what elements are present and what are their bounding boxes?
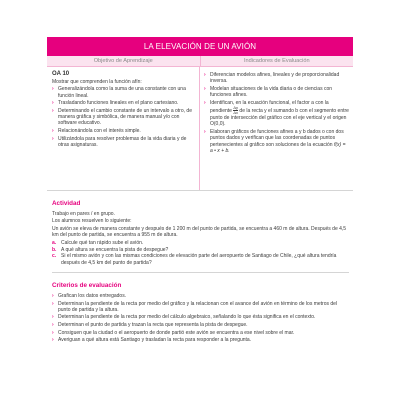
list-item: › Relacionándola con el interés simple. <box>52 128 195 134</box>
list-item: › Generalizándola como la suma de una constante con una función lineal. <box>52 86 195 99</box>
section-divider <box>52 272 349 273</box>
objective-cell <box>47 67 200 190</box>
criteria-section <box>47 282 353 344</box>
activity-paragraph: Los alumnos resuelven lo siguiente: <box>52 218 132 225</box>
criteria-title: Criterios de evaluación <box>52 281 122 289</box>
list-item: › Determinan la pendiente de la recta por medio del cálculo algebraico, señalando lo que ésta significa en el contexto. <box>52 314 349 320</box>
page-title: LA ELEVACIÓN DE UN AVIÓN <box>47 37 353 56</box>
indicators-list <box>204 72 349 154</box>
activity-title: Actividad <box>52 200 81 207</box>
objective-list <box>52 86 195 148</box>
equation: f(x) = a • x + b. <box>210 141 346 154</box>
question-letter: b. <box>52 246 57 253</box>
list-item: › Modelan situaciones de la vida diaria o de ciencias con funciones afines. <box>204 86 349 99</box>
activity-section <box>47 200 353 273</box>
list-item: › Trasladando funciones lineales en el plano cartesiano. <box>52 100 195 106</box>
question-text: Calcule qué tan rápido sube el avión. <box>61 239 144 246</box>
list-item: › Diferencian modelos afines, lineales y de proporcionalidad inversa. <box>204 72 349 85</box>
list-item <box>204 129 349 154</box>
column-header-objective: Objetivo de Aprendizaje <box>47 56 201 66</box>
objective-intro: Mostrar que comprenden la función afín: <box>52 79 142 85</box>
criteria-list <box>52 293 349 344</box>
list-item: › Grafican los datos entregados. <box>52 293 349 299</box>
list-item: › Utilizándola para resolver problemas de la vida diaria y de otras asignaturas. <box>52 136 195 149</box>
fraction-numerator: Δy <box>233 105 239 111</box>
list-item: › Averiguan a qué altura está Santiago y trasladan la recta para responder a la pregunta. <box>52 337 349 343</box>
indicator-text: de la recta y el sumando b con el segmento entre punto de intersección del gráfico con el eje vertical y el origen O(0,0). <box>210 107 349 128</box>
question-letter: a. <box>52 239 57 246</box>
activity-paragraph: Un avión se eleva de manera constante y después de 1 200 m del punto de partida, se encuentra a 460 m de altura. Después de 4,5 km del punto de partida, se encuentra a 955 m de altura. <box>52 225 347 239</box>
list-item <box>52 253 349 266</box>
indicators-cell <box>200 67 353 190</box>
question-text: Si el mismo avión y con las mismas condiciones de elevación parte del aeropuerto de Santiago de Chile, ¿qué altura tendría después de 4,5 km del punto de partida? <box>61 253 337 266</box>
list-item: › Determinan el punto de partida y trazan la recta que representa la pista de despegue. <box>52 322 349 328</box>
list-item: › Determinan la pendiente de la recta por medio del gráfico y la relacionan con el avance del avión en término de los metros del punto de partida y la altura. <box>52 301 349 314</box>
slope-fraction <box>233 106 238 115</box>
objective-code: OA 10 <box>52 71 70 77</box>
list-item <box>204 100 349 128</box>
document-page <box>47 37 353 400</box>
activity-paragraph: Trabajo en pares / en grupo. <box>52 211 115 217</box>
indicator-text: Identifican, en la ecuación funcional, el factor a con la pendiente <box>210 99 329 114</box>
table-header <box>47 56 353 67</box>
list-item <box>52 247 349 253</box>
column-header-indicators: Indicadores de Evaluación <box>243 58 310 64</box>
question-text: A qué altura se encuentra la pista de despegue? <box>61 246 169 253</box>
fraction-denominator: Δx <box>233 110 239 116</box>
list-item: › Determinando el cambio constante de un intervalo a otro, de manera gráfica y simbólica, de manera manual y/o con software educativo. <box>52 108 195 127</box>
objectives-table <box>47 67 353 191</box>
list-item: › Consiguen que la ciudad o el aeropuerto de donde partió este avión se encuentra a ese nivel sobre el mar. <box>52 330 349 336</box>
question-letter: c. <box>52 253 57 260</box>
questions-list <box>52 240 349 266</box>
indicator-text: Elaboran gráficos de funciones afines a y b dados o con dos puntos dados y verifican que las coordenadas de puntos pertenecientes al gráfico son soluciones de la ecuación <box>210 128 344 148</box>
list-item <box>52 240 349 246</box>
